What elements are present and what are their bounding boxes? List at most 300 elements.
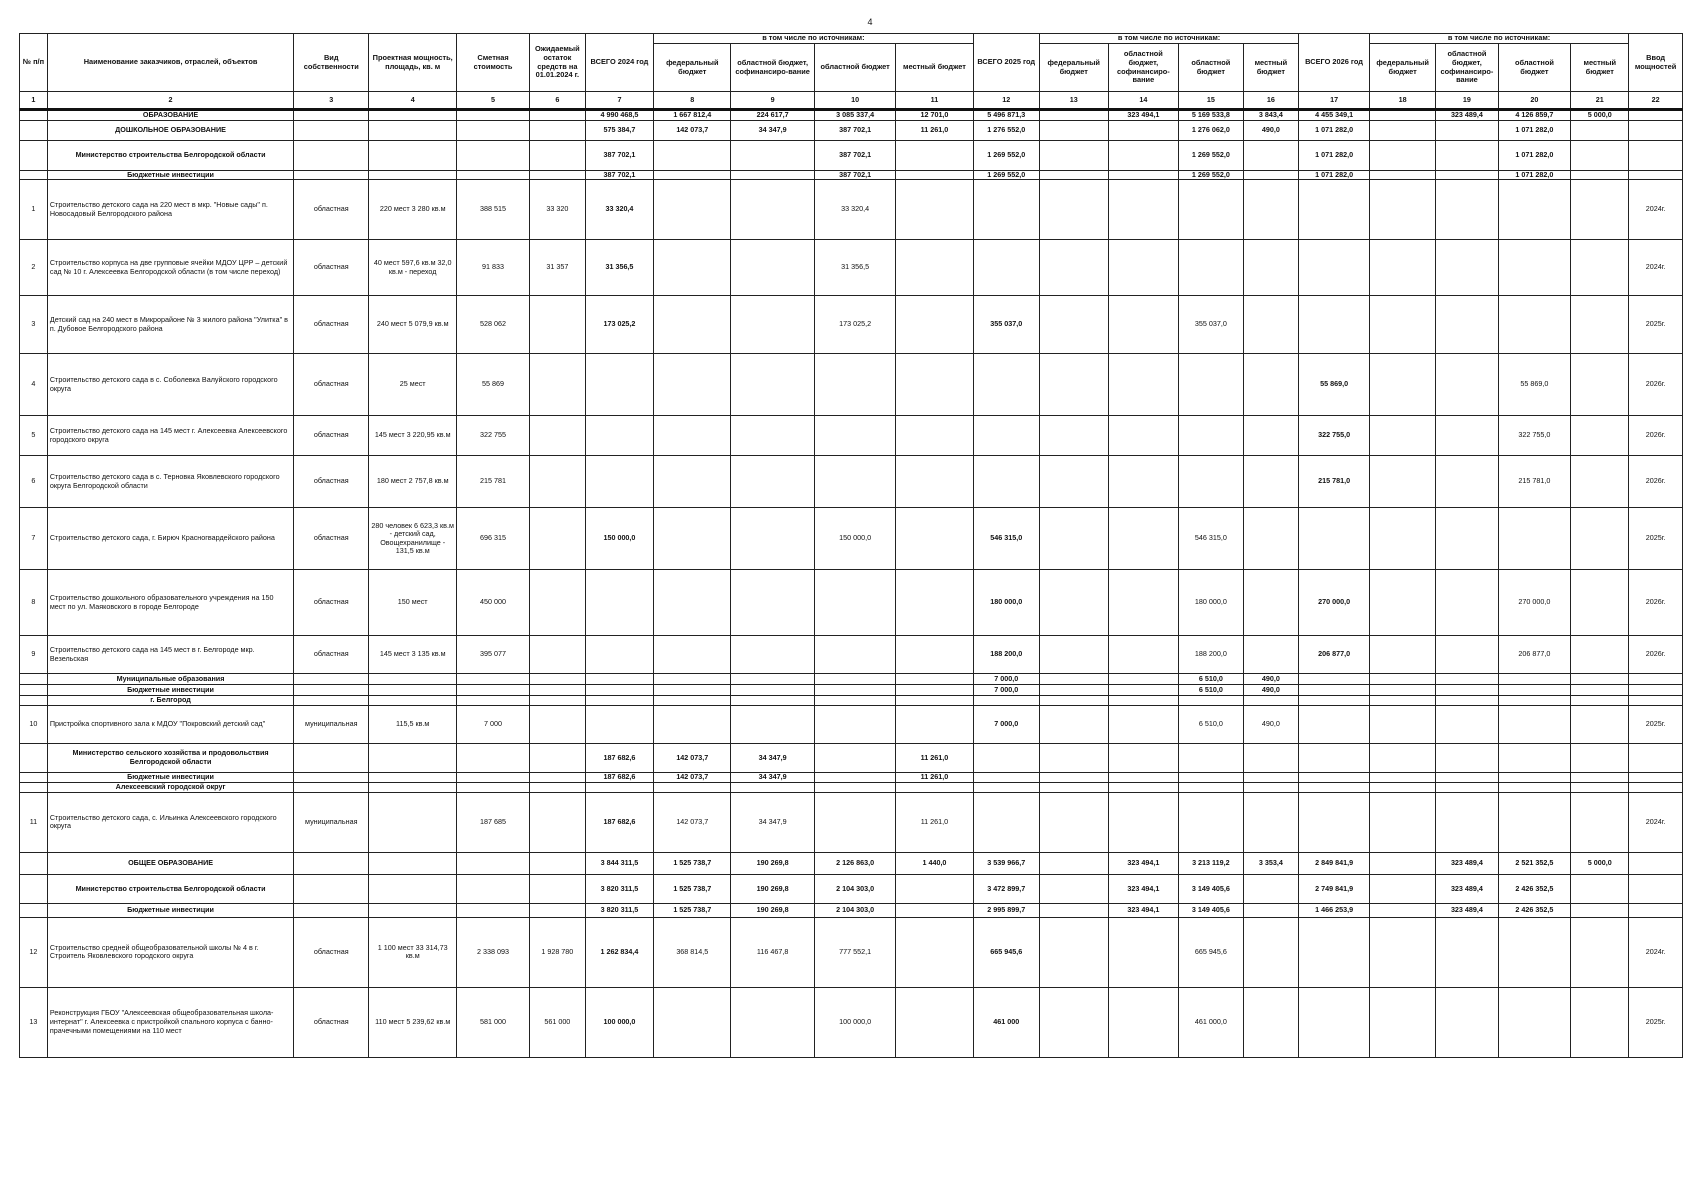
amount-cell: 665 945,6 [1179,917,1243,987]
amount-cell: 1 525 738,7 [654,852,731,874]
header-remainder: Ожидаемый остаток средств на 01.01.2024 г. [529,34,585,92]
amount-cell: 215 781 [457,456,530,508]
amount-cell [1299,180,1370,240]
amount-cell [1039,180,1108,240]
amount-cell [1179,772,1243,782]
amount-cell: 490,0 [1243,685,1299,696]
amount-cell [1436,140,1498,170]
amount-cell [896,508,973,570]
amount-cell [457,772,530,782]
amount-cell: 173 025,2 [814,296,895,354]
amount-cell [1243,917,1299,987]
amount-cell [1369,140,1435,170]
amount-cell [1571,874,1629,903]
amount-cell [896,903,973,917]
object-row [20,240,1683,296]
commission-year-cell: 2025г. [1629,508,1683,570]
amount-cell [896,170,973,180]
header-capacity: Проектная мощность, площадь, кв. м [369,34,457,92]
amount-cell [1243,296,1299,354]
amount-cell [1436,296,1498,354]
capacity-cell: 110 мест 5 239,62 кв.м [369,987,457,1057]
section-row [20,170,1683,180]
amount-cell [1243,570,1299,636]
amount-cell: 1 071 282,0 [1498,170,1571,180]
header-regional-cofin-2025: областной бюджет, софинансиро-вание [1108,44,1179,92]
amount-cell [1299,705,1370,743]
amount-cell [1039,743,1108,772]
header-owner: Вид собственности [294,34,369,92]
amount-cell: 142 073,7 [654,743,731,772]
amount-cell [1498,696,1571,706]
commission-year-cell: 2024г. [1629,240,1683,296]
amount-cell [585,456,654,508]
amount-cell: 387 702,1 [814,170,895,180]
amount-cell [1498,772,1571,782]
amount-cell: 190 269,8 [731,874,815,903]
amount-cell: 3 820 311,5 [585,874,654,903]
amount-cell [1571,987,1629,1057]
amount-cell [1243,508,1299,570]
commission-year-cell: 2024г. [1629,180,1683,240]
amount-cell [1039,696,1108,706]
amount-cell [1436,772,1498,782]
amount-cell: 3 844 311,5 [585,852,654,874]
amount-cell: 581 000 [457,987,530,1057]
column-number: 17 [1299,92,1370,110]
amount-cell [1369,456,1435,508]
row-number-cell: 4 [20,354,48,416]
amount-cell: 323 494,1 [1108,903,1179,917]
amount-cell [457,140,530,170]
ownership-cell: областная [294,240,369,296]
header-federal-2025: федеральный бюджет [1039,44,1108,92]
column-number-row [20,92,1683,110]
object-row [20,917,1683,987]
row-number-cell [20,772,48,782]
amount-cell: 3 213 119,2 [1179,852,1243,874]
amount-cell [1179,240,1243,296]
amount-cell: 142 073,7 [654,120,731,140]
amount-cell [731,240,815,296]
amount-cell: 116 467,8 [731,917,815,987]
object-row [20,354,1683,416]
object-name-cell: Алексеевский городской округ [47,782,293,792]
amount-cell [529,170,585,180]
amount-cell [1436,705,1498,743]
amount-cell [1108,140,1179,170]
amount-cell: 388 515 [457,180,530,240]
amount-cell [1498,240,1571,296]
header-local-2025: местный бюджет [1243,44,1299,92]
amount-cell [1369,170,1435,180]
section-row [20,140,1683,170]
amount-cell: 3 843,4 [1243,110,1299,121]
row-number-cell [20,674,48,685]
amount-cell [1571,792,1629,852]
amount-cell [1243,782,1299,792]
amount-cell [973,743,1039,772]
amount-cell: 190 269,8 [731,852,815,874]
commission-year-cell [1629,874,1683,903]
amount-cell [1571,772,1629,782]
amount-cell [814,416,895,456]
capacity-cell [369,792,457,852]
header-local-2024: местный бюджет [896,44,973,92]
amount-cell [529,456,585,508]
object-name-cell: Бюджетные инвестиции [47,685,293,696]
amount-cell [896,674,973,685]
column-number: 15 [1179,92,1243,110]
amount-cell [731,636,815,674]
row-number-cell: 11 [20,792,48,852]
amount-cell [1369,180,1435,240]
amount-cell [1108,696,1179,706]
amount-cell [1299,240,1370,296]
amount-cell [585,685,654,696]
amount-cell [1108,987,1179,1057]
object-row [20,456,1683,508]
row-number-cell: 13 [20,987,48,1057]
capacity-cell [369,685,457,696]
header-federal-2024: федеральный бюджет [654,44,731,92]
amount-cell [896,570,973,636]
commission-year-cell: 2025г. [1629,705,1683,743]
amount-cell: 7 000,0 [973,674,1039,685]
column-number: 14 [1108,92,1179,110]
amount-cell: 665 945,6 [973,917,1039,987]
amount-cell [529,570,585,636]
amount-cell: 34 347,9 [731,772,815,782]
object-name-cell: Строительство детского сада в с. Соболевка Валуйского городского округа [47,354,293,416]
ownership-cell [294,852,369,874]
header-regional-cofin-2024: областной бюджет, софинансиро-вание [731,44,815,92]
amount-cell [1369,743,1435,772]
amount-cell [1108,170,1179,180]
column-number: 19 [1436,92,1498,110]
amount-cell [814,674,895,685]
object-name-cell: Министерство строительства Белгородской области [47,140,293,170]
amount-cell: 461 000 [973,987,1039,1057]
amount-cell: 34 347,9 [731,792,815,852]
amount-cell [1243,636,1299,674]
capacity-cell [369,140,457,170]
amount-cell [1498,685,1571,696]
amount-cell: 34 347,9 [731,120,815,140]
amount-cell [1571,570,1629,636]
amount-cell [731,508,815,570]
amount-cell [529,140,585,170]
amount-cell [654,180,731,240]
column-number: 21 [1571,92,1629,110]
amount-cell: 323 494,1 [1108,874,1179,903]
amount-cell [1039,685,1108,696]
ownership-cell: областная [294,570,369,636]
amount-cell: 2 749 841,9 [1299,874,1370,903]
amount-cell [529,296,585,354]
amount-cell [1108,792,1179,852]
amount-cell [1369,674,1435,685]
amount-cell [1108,772,1179,782]
ownership-cell: областная [294,987,369,1057]
amount-cell [457,903,530,917]
amount-cell: 187 685 [457,792,530,852]
capacity-cell: 145 мест 3 135 кв.м [369,636,457,674]
capacity-cell: 40 мест 597,6 кв.м 32,0 кв.м - переход [369,240,457,296]
amount-cell: 11 261,0 [896,792,973,852]
investment-table [19,33,1683,1058]
amount-cell [814,636,895,674]
amount-cell: 270 000,0 [1299,570,1370,636]
amount-cell [1108,508,1179,570]
amount-cell [1039,508,1108,570]
amount-cell: 100 000,0 [814,987,895,1057]
section-row [20,852,1683,874]
section-row [20,772,1683,782]
header-total-2025: ВСЕГО 2025 год [973,34,1039,92]
amount-cell [973,456,1039,508]
amount-cell [1299,772,1370,782]
capacity-cell: 180 мест 2 757,8 кв.м [369,456,457,508]
amount-cell [1039,852,1108,874]
section-row [20,743,1683,772]
commission-year-cell [1629,903,1683,917]
amount-cell: 322 755 [457,416,530,456]
amount-cell [1179,696,1243,706]
amount-cell [1436,456,1498,508]
amount-cell [1243,987,1299,1057]
amount-cell: 215 781,0 [1299,456,1370,508]
amount-cell [529,416,585,456]
object-row [20,508,1683,570]
amount-cell [1108,685,1179,696]
amount-cell [973,696,1039,706]
amount-cell: 5 496 871,3 [973,110,1039,121]
amount-cell: 323 494,1 [1108,110,1179,121]
header-regional-cofin-2026: областной бюджет, софинансиро-вание [1436,44,1498,92]
amount-cell [585,696,654,706]
amount-cell [731,354,815,416]
amount-cell [1369,240,1435,296]
amount-cell: 1 269 552,0 [973,170,1039,180]
commission-year-cell: 2026г. [1629,636,1683,674]
amount-cell [529,674,585,685]
capacity-cell: 280 человек 6 623,3 кв.м - детский сад, Овощехранилище - 131,5 кв.м [369,508,457,570]
amount-cell [1369,696,1435,706]
amount-cell: 546 315,0 [1179,508,1243,570]
ownership-cell [294,685,369,696]
amount-cell [896,180,973,240]
amount-cell [814,354,895,416]
amount-cell [1571,296,1629,354]
amount-cell: 1 440,0 [896,852,973,874]
capacity-cell [369,696,457,706]
object-name-cell: Строительство детского сада на 145 мест г. Алексеевка Алексеевского городского округа [47,416,293,456]
amount-cell [1179,782,1243,792]
amount-cell [1108,354,1179,416]
amount-cell [529,705,585,743]
column-number: 3 [294,92,369,110]
row-number-cell: 12 [20,917,48,987]
amount-cell [1369,416,1435,456]
commission-year-cell: 2026г. [1629,354,1683,416]
amount-cell: 1 269 552,0 [973,140,1039,170]
amount-cell [1243,456,1299,508]
object-name-cell: Строительство дошкольного образовательного учреждения на 150 мест по ул. Маяковского в городе Белгороде [47,570,293,636]
amount-cell [1179,354,1243,416]
amount-cell: 187 682,6 [585,792,654,852]
amount-cell [585,636,654,674]
amount-cell [1108,180,1179,240]
object-name-cell: г. Белгород [47,696,293,706]
amount-cell [1436,636,1498,674]
capacity-cell [369,674,457,685]
commission-year-cell [1629,674,1683,685]
amount-cell [1436,743,1498,772]
amount-cell [585,416,654,456]
amount-cell [1108,570,1179,636]
amount-cell [529,120,585,140]
commission-year-cell [1629,170,1683,180]
amount-cell: 1 071 282,0 [1299,140,1370,170]
amount-cell [973,772,1039,782]
amount-cell: 100 000,0 [585,987,654,1057]
capacity-cell [369,120,457,140]
object-name-cell: Бюджетные инвестиции [47,903,293,917]
amount-cell: 6 510,0 [1179,674,1243,685]
amount-cell [1369,917,1435,987]
amount-cell: 7 000,0 [973,685,1039,696]
amount-cell: 2 104 303,0 [814,903,895,917]
amount-cell: 188 200,0 [973,636,1039,674]
commission-year-cell: 2026г. [1629,416,1683,456]
amount-cell: 3 085 337,4 [814,110,895,121]
header-federal-2026: федеральный бюджет [1369,44,1435,92]
row-number-cell: 10 [20,705,48,743]
amount-cell [1243,140,1299,170]
commission-year-cell [1629,772,1683,782]
amount-cell [1436,508,1498,570]
amount-cell [457,852,530,874]
object-name-cell: Муниципальные образования [47,674,293,685]
row-number-cell [20,120,48,140]
ownership-cell: областная [294,508,369,570]
amount-cell: 561 000 [529,987,585,1057]
amount-cell [731,170,815,180]
amount-cell [731,782,815,792]
amount-cell: 387 702,1 [814,140,895,170]
amount-cell: 33 320,4 [814,180,895,240]
amount-cell [1299,674,1370,685]
amount-cell: 323 494,1 [1108,852,1179,874]
capacity-cell: 115,5 кв.м [369,705,457,743]
amount-cell [1243,792,1299,852]
amount-cell: 55 869,0 [1299,354,1370,416]
ownership-cell [294,743,369,772]
amount-cell [1299,792,1370,852]
amount-cell: 450 000 [457,570,530,636]
row-number-cell [20,140,48,170]
ownership-cell: муниципальная [294,705,369,743]
amount-cell [1436,120,1498,140]
object-name-cell: Министерство строительства Белгородской области [47,874,293,903]
amount-cell [1039,772,1108,782]
amount-cell [1179,743,1243,772]
amount-cell [654,456,731,508]
commission-year-cell [1629,110,1683,121]
amount-cell [1369,782,1435,792]
amount-cell [1571,674,1629,685]
object-row [20,705,1683,743]
amount-cell: 2 426 352,5 [1498,874,1571,903]
amount-cell: 1 276 552,0 [973,120,1039,140]
amount-cell: 5 169 533,8 [1179,110,1243,121]
amount-cell [1571,140,1629,170]
amount-cell [896,456,973,508]
amount-cell [731,296,815,354]
amount-cell [1108,743,1179,772]
header-estimate: Сметная стоимость [457,34,530,92]
object-row [20,987,1683,1057]
amount-cell: 2 426 352,5 [1498,903,1571,917]
object-name-cell: Строительство детского сада, с. Ильинка Алексеевского городского округа [47,792,293,852]
amount-cell [1436,180,1498,240]
ownership-cell [294,772,369,782]
header-commission: Ввод мощностей [1629,34,1683,92]
amount-cell [1498,917,1571,987]
amount-cell: 2 995 899,7 [973,903,1039,917]
amount-cell [1498,674,1571,685]
amount-cell: 355 037,0 [1179,296,1243,354]
amount-cell [1436,987,1498,1057]
amount-cell [1436,170,1498,180]
object-row [20,636,1683,674]
amount-cell: 395 077 [457,636,530,674]
amount-cell [1369,120,1435,140]
amount-cell [1571,456,1629,508]
column-number: 5 [457,92,530,110]
amount-cell [1571,508,1629,570]
amount-cell [896,705,973,743]
capacity-cell: 145 мест 3 220,95 кв.м [369,416,457,456]
amount-cell [1179,456,1243,508]
amount-cell [654,296,731,354]
object-name-cell: Строительство детского сада на 145 мест в г. Белгороде мкр. Везельская [47,636,293,674]
amount-cell [1039,120,1108,140]
amount-cell [654,416,731,456]
amount-cell [1369,354,1435,416]
amount-cell [1299,685,1370,696]
commission-year-cell: 2024г. [1629,917,1683,987]
amount-cell [1571,170,1629,180]
row-number-cell: 6 [20,456,48,508]
amount-cell [896,685,973,696]
ownership-cell [294,782,369,792]
amount-cell [457,696,530,706]
amount-cell: 31 356,5 [814,240,895,296]
capacity-cell [369,110,457,121]
amount-cell [1436,354,1498,416]
amount-cell: 190 269,8 [731,903,815,917]
amount-cell: 4 126 859,7 [1498,110,1571,121]
amount-cell [1369,792,1435,852]
commission-year-cell: 2024г. [1629,792,1683,852]
amount-cell [814,696,895,706]
ownership-cell [294,120,369,140]
amount-cell [1436,917,1498,987]
section-row [20,110,1683,121]
amount-cell: 323 489,4 [1436,110,1498,121]
